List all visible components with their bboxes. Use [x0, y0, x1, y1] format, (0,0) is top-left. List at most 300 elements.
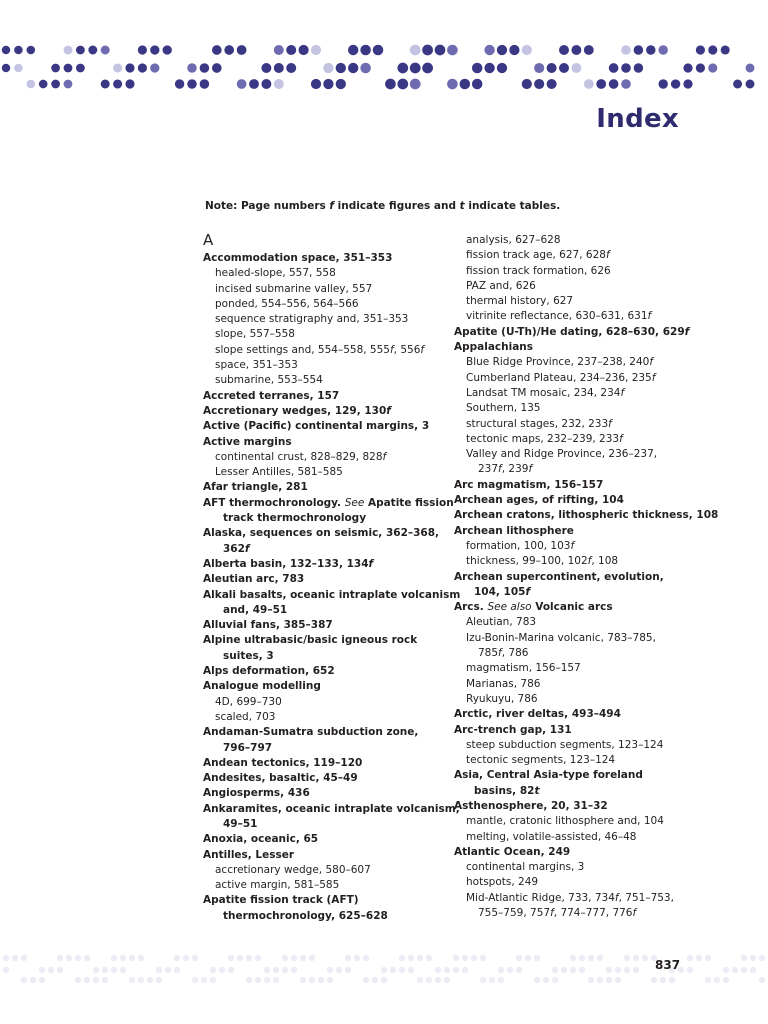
- text-run: Cumberland Plateau, 234–236, 235: [466, 371, 652, 384]
- decorative-dot: [309, 955, 315, 961]
- text-run: f: [420, 343, 425, 356]
- decorative-dot: [300, 955, 306, 961]
- decorative-dot: [588, 955, 594, 961]
- index-entry: [203, 404, 443, 419]
- index-entry-continuation: [203, 649, 443, 664]
- decorative-dot: [642, 955, 648, 961]
- text-run: thickness, 99–100, 102: [466, 555, 588, 568]
- decorative-dot: [658, 79, 667, 88]
- decorative-dot: [64, 64, 73, 73]
- index-entry: [454, 478, 694, 493]
- text-run: mantle, cratonic lithosphere and, 104: [466, 815, 664, 828]
- index-entry: [454, 493, 694, 508]
- decorative-dot: [621, 63, 631, 73]
- index-entry-continuation: [203, 909, 443, 924]
- decorative-dot: [633, 967, 639, 973]
- decorative-dot: [111, 955, 117, 961]
- text-run: 362: [223, 542, 245, 555]
- page-number: 837: [655, 958, 681, 972]
- text-run: Arctic, river deltas, 493–494: [454, 708, 621, 721]
- index-entry: [454, 768, 694, 783]
- decorative-dot: [606, 977, 612, 983]
- text-run: formation, 100, 103: [466, 539, 571, 552]
- decorative-dot: [64, 80, 73, 89]
- decorative-dot: [705, 977, 711, 983]
- index-column-right: [454, 233, 719, 921]
- decorative-dot: [311, 45, 321, 55]
- text-run: Asia, Central Asia-type foreland: [454, 769, 643, 782]
- decorative-dot: [273, 977, 279, 983]
- decorative-dot: [327, 967, 333, 973]
- decorative-dot: [224, 45, 234, 55]
- decorative-dot: [385, 79, 396, 90]
- decorative-dot: [336, 967, 342, 973]
- text-run: continental margins, 3: [466, 861, 585, 874]
- decorative-dot: [444, 967, 450, 973]
- text-run: Atlantic Ocean, 249: [454, 845, 571, 858]
- decorative-dot: [125, 79, 134, 88]
- decorative-dot: [228, 967, 234, 973]
- index-entry: [203, 526, 443, 541]
- decorative-dot: [705, 955, 711, 961]
- decorative-dot: [183, 955, 189, 961]
- index-entry-continuation: [203, 741, 443, 756]
- index-entry: [203, 633, 443, 648]
- decorative-dot: [658, 45, 667, 54]
- index-note: [205, 200, 560, 212]
- decorative-dot: [138, 45, 147, 54]
- decorative-dot: [597, 955, 603, 961]
- index-subentry: [203, 695, 443, 710]
- decorative-dot: [150, 63, 159, 72]
- text-run: structural stages, 232, 233: [466, 417, 609, 430]
- decorative-dot: [291, 955, 297, 961]
- decorative-dot: [741, 955, 747, 961]
- decorative-dot: [51, 64, 60, 73]
- text-run: analysis, 627–628: [466, 234, 561, 246]
- decorative-dot: [683, 63, 692, 72]
- decorative-dot: [150, 45, 159, 54]
- decorative-dot: [435, 977, 441, 983]
- decorative-dot: [417, 955, 423, 961]
- decorative-dot: [596, 79, 606, 89]
- index-entry: [454, 723, 694, 738]
- decorative-dot: [447, 45, 458, 56]
- decorative-dot: [237, 45, 247, 55]
- decorative-dot: [453, 955, 459, 961]
- decorative-dot: [422, 45, 433, 56]
- text-run: healed-slope, 557, 558: [215, 267, 336, 280]
- text-run: Appalachians: [454, 341, 534, 354]
- decorative-dot: [212, 45, 222, 55]
- text-run: incised submarine valley, 557: [215, 282, 373, 295]
- text-run: Note: Page numbers: [205, 200, 330, 212]
- text-run: f: [614, 891, 619, 904]
- decorative-dot: [360, 45, 370, 55]
- index-subentry-continuation: [454, 646, 694, 661]
- decorative-dot: [687, 967, 693, 973]
- text-run: f: [570, 539, 575, 552]
- decorative-dot: [687, 955, 693, 961]
- text-run: f: [605, 249, 610, 262]
- text-run: Archean lithosphere: [454, 524, 574, 537]
- index-subentry: [454, 631, 694, 646]
- index-subentry: [454, 371, 694, 386]
- decorative-dot: [249, 79, 259, 89]
- decorative-dot: [274, 79, 284, 89]
- text-run: Izu-Bonin-Marina volcanic, 783–785,: [466, 631, 656, 644]
- decorative-dot: [261, 63, 271, 73]
- decorative-dot: [381, 967, 387, 973]
- index-entry-continuation: [203, 817, 443, 832]
- decorative-dot: [120, 967, 126, 973]
- decorative-dot: [453, 967, 459, 973]
- decorative-dot: [113, 63, 122, 72]
- page-title: Index: [596, 104, 679, 134]
- decorative-dot: [323, 63, 333, 73]
- decorative-dot: [348, 45, 358, 55]
- decorative-dot: [708, 45, 717, 54]
- decorative-dot: [299, 45, 309, 55]
- text-run: f: [608, 417, 612, 430]
- decorative-dot: [64, 46, 73, 55]
- text-run: Andean tectonics, 119–120: [203, 756, 363, 769]
- decorative-dot: [27, 46, 36, 55]
- text-run: f: [528, 463, 533, 476]
- text-run: Arc-trench gap, 131: [454, 723, 572, 736]
- text-run: Analogue modelling: [203, 680, 321, 693]
- decorative-dot: [39, 80, 48, 89]
- decorative-dot: [634, 63, 644, 73]
- text-run: f: [647, 310, 652, 323]
- decorative-dot: [309, 977, 315, 983]
- index-subentry: [454, 891, 694, 906]
- index-entry: [203, 679, 443, 694]
- decorative-dot: [397, 79, 408, 90]
- decorative-dot: [547, 79, 557, 89]
- decorative-dot: [460, 79, 471, 90]
- index-entry: [203, 572, 443, 587]
- index-entry: [203, 588, 461, 603]
- decorative-dot: [318, 977, 324, 983]
- decorative-dot: [76, 64, 85, 73]
- index-subentry: [454, 264, 694, 279]
- decorative-dot: [559, 63, 569, 73]
- decorative-dot: [484, 45, 494, 55]
- index-subentry: [454, 554, 694, 569]
- index-entry: [203, 480, 443, 495]
- text-run: A: [203, 231, 214, 249]
- text-run: Arcs.: [454, 601, 488, 614]
- decorative-dot: [156, 977, 162, 983]
- decorative-dot: [261, 79, 271, 89]
- index-entry: [454, 845, 694, 860]
- text-run: f: [368, 557, 374, 570]
- decorative-dot: [210, 977, 216, 983]
- text-run: f: [684, 325, 690, 338]
- decorative-dot: [750, 967, 756, 973]
- index-subentry: [203, 312, 443, 327]
- decorative-dot: [571, 63, 581, 73]
- decorative-dot: [498, 977, 504, 983]
- text-run: Lesser Antilles, 581–585: [215, 466, 343, 479]
- index-subentry: [454, 417, 694, 432]
- decorative-dot: [93, 967, 99, 973]
- decorative-dot: [480, 955, 486, 961]
- text-run: slope settings and, 554–558, 555: [215, 343, 390, 356]
- index-entry: [454, 508, 719, 523]
- index-entry: [454, 570, 694, 585]
- index-subentry: [454, 860, 694, 875]
- text-run: 237: [478, 463, 499, 476]
- text-run: Alpine ultrabasic/basic igneous rock: [203, 634, 418, 647]
- index-entry: [454, 340, 694, 355]
- index-subentry: [203, 710, 443, 725]
- decorative-dot: [88, 46, 97, 55]
- decorative-dot: [714, 977, 720, 983]
- text-run: steep subduction segments, 123–124: [466, 738, 664, 751]
- index-subentry: [454, 539, 694, 554]
- decorative-dot: [66, 955, 72, 961]
- decorative-dot: [381, 977, 387, 983]
- text-run: Apatite fission track (AFT): [203, 894, 359, 907]
- decorative-dot: [336, 63, 346, 73]
- index-entry: [203, 756, 443, 771]
- decorative-dot: [696, 955, 702, 961]
- index-entry: [454, 524, 694, 539]
- text-run: Archean ages, of rifting, 104: [454, 494, 624, 507]
- text-run: Volcanic arcs: [531, 601, 613, 614]
- decorative-dot: [399, 955, 405, 961]
- index-entry-continuation: [454, 784, 694, 799]
- decorative-dot: [410, 45, 421, 56]
- decorative-dot: [696, 63, 705, 72]
- decorative-dot: [609, 63, 619, 73]
- text-run: Accommodation space, 351–353: [203, 252, 393, 264]
- decorative-dot: [264, 967, 270, 973]
- index-subentry: [454, 432, 694, 447]
- index-entry: [203, 725, 443, 740]
- decorative-dot: [125, 63, 134, 72]
- decorative-dot: [174, 955, 180, 961]
- text-run: f: [329, 200, 334, 212]
- decorative-dot: [348, 63, 358, 73]
- decorative-dot: [759, 955, 765, 961]
- decorative-dot: [200, 79, 210, 89]
- decorative-dot: [390, 967, 396, 973]
- decorative-dot: [327, 977, 333, 983]
- text-run: 755–759, 757: [478, 907, 551, 920]
- decorative-dot: [759, 977, 765, 983]
- text-run: Landsat TM mosaic, 234, 234: [466, 386, 621, 399]
- decorative-dot: [410, 63, 421, 74]
- decorative-dot: [552, 977, 558, 983]
- decorative-dot: [462, 967, 468, 973]
- decorative-dot: [57, 967, 63, 973]
- text-run: track thermochronology: [223, 512, 367, 525]
- decorative-dot: [671, 79, 680, 88]
- index-subentry: [454, 233, 694, 248]
- index-subentry: [203, 343, 443, 358]
- decorative-dot: [683, 79, 692, 88]
- decorative-dot: [522, 79, 532, 89]
- decorative-dot: [547, 63, 557, 73]
- index-subentry: [203, 465, 443, 480]
- text-run: f: [498, 463, 502, 476]
- index-entry: [203, 557, 443, 572]
- decorative-dot: [138, 955, 144, 961]
- text-run: f: [620, 386, 625, 399]
- decorative-dot: [373, 45, 384, 56]
- decorative-dot: [579, 967, 585, 973]
- decorative-dot: [2, 46, 10, 54]
- text-run: Andesites, basaltic, 45–49: [203, 772, 358, 785]
- text-run: hotspots, 249: [466, 876, 539, 889]
- text-run: Alps deformation, 652: [203, 665, 335, 678]
- index-entry: [454, 707, 694, 722]
- text-run: Apatite fission: [364, 496, 454, 509]
- decorative-dot: [30, 977, 36, 983]
- index-entry: [454, 325, 694, 340]
- decorative-dot: [597, 977, 603, 983]
- decorative-dot: [561, 967, 567, 973]
- index-entry: [203, 496, 454, 511]
- text-run: f: [389, 343, 394, 356]
- decorative-dot: [291, 967, 297, 973]
- text-run: , 786: [501, 647, 529, 660]
- text-run: , 239: [501, 463, 529, 476]
- index-subentry: [454, 753, 694, 768]
- text-run: Accretionary wedges, 129, 130: [203, 404, 387, 417]
- decorative-dot-band-bottom: [0, 950, 768, 986]
- decorative-dot: [237, 955, 243, 961]
- decorative-dot: [579, 955, 585, 961]
- decorative-dot: [201, 977, 207, 983]
- decorative-dot: [345, 967, 351, 973]
- decorative-dot: [354, 955, 360, 961]
- index-entry: [203, 848, 443, 863]
- index-subentry-continuation: [454, 462, 694, 477]
- decorative-dot: [498, 967, 504, 973]
- decorative-dot: [48, 967, 54, 973]
- decorative-dot: [14, 64, 23, 73]
- index-entry-continuation: [203, 542, 443, 557]
- index-entry: [203, 419, 443, 434]
- decorative-dot: [21, 977, 27, 983]
- decorative-dot: [363, 977, 369, 983]
- decorative-dot: [609, 79, 619, 89]
- decorative-dot: [422, 63, 433, 74]
- decorative-dot: [471, 955, 477, 961]
- index-subentry: [454, 661, 694, 676]
- text-run: f: [649, 356, 654, 369]
- decorative-dot: [76, 46, 85, 55]
- decorative-dot: [646, 45, 655, 54]
- index-subentry: [454, 294, 694, 309]
- text-run: Archean supercontinent, evolution,: [454, 570, 664, 583]
- decorative-dot: [345, 955, 351, 961]
- decorative-dot: [113, 79, 122, 88]
- text-run: Aleutian arc, 783: [203, 573, 305, 586]
- decorative-dot: [39, 977, 45, 983]
- index-entry: [203, 618, 443, 633]
- text-run: Valley and Ridge Province, 236–237,: [466, 448, 658, 461]
- decorative-dot: [147, 977, 153, 983]
- decorative-dot: [552, 967, 558, 973]
- text-run: vitrinite reflectance, 630–631, 631: [466, 310, 648, 323]
- text-run: , 774–777, 776: [553, 907, 633, 920]
- index-subentry: [203, 358, 443, 373]
- text-run: 104, 105: [474, 585, 526, 598]
- decorative-dot: [246, 955, 252, 961]
- decorative-dot: [255, 977, 261, 983]
- decorative-dot: [138, 977, 144, 983]
- text-run: indicate figures and: [333, 200, 460, 212]
- decorative-dot: [75, 955, 81, 961]
- decorative-dot: [120, 955, 126, 961]
- text-run: active margin, 581–585: [215, 879, 340, 892]
- text-run: space, 351–353: [215, 359, 298, 372]
- text-run: fission track age, 627, 628: [466, 249, 606, 262]
- text-run: f: [382, 450, 387, 463]
- decorative-dot: [584, 79, 594, 89]
- decorative-dot: [156, 967, 162, 973]
- text-run: 785: [478, 647, 499, 660]
- index-subentry: [454, 830, 694, 845]
- text-run: f: [632, 907, 637, 920]
- decorative-dot: [300, 977, 306, 983]
- decorative-dot: [165, 967, 171, 973]
- decorative-dot: [111, 967, 117, 973]
- decorative-dot: [219, 967, 225, 973]
- decorative-dot: [192, 955, 198, 961]
- decorative-dot: [624, 967, 630, 973]
- decorative-dot: [138, 63, 147, 72]
- index-entry-continuation: [454, 585, 694, 600]
- decorative-dot: [651, 977, 657, 983]
- decorative-dot: [323, 79, 333, 89]
- text-run: Alaska, sequences on seismic, 362–368,: [203, 527, 440, 540]
- text-run: Apatite (U-Th)/He dating, 628–630, 629: [454, 325, 685, 338]
- text-run: t: [534, 784, 540, 797]
- decorative-dot: [399, 967, 405, 973]
- decorative-dot: [660, 977, 666, 983]
- decorative-dot: [606, 967, 612, 973]
- decorative-dot: [669, 977, 675, 983]
- decorative-dot: [522, 45, 532, 55]
- decorative-dot: [27, 80, 36, 89]
- decorative-dot: [101, 79, 110, 88]
- decorative-dot: [570, 955, 576, 961]
- text-run: Active margins: [203, 435, 292, 448]
- index-subentry: [454, 386, 694, 401]
- decorative-dot: [497, 63, 507, 73]
- index-entry: [454, 799, 694, 814]
- decorative-dot: [633, 955, 639, 961]
- text-run: Arc magmatism, 156–157: [454, 478, 604, 491]
- decorative-dot: [187, 79, 196, 88]
- index-column-left: [203, 230, 461, 924]
- index-subentry: [454, 309, 694, 324]
- text-run: thermal history, 627: [466, 295, 574, 308]
- index-subentry: [454, 677, 694, 692]
- decorative-dot: [746, 80, 755, 89]
- decorative-dot-band-top: [0, 38, 768, 94]
- decorative-dot: [497, 45, 507, 55]
- text-run: melting, volatile-assisted, 46–48: [466, 830, 637, 843]
- decorative-dot: [570, 967, 576, 973]
- text-run: tectonic maps, 232–239, 233: [466, 432, 620, 445]
